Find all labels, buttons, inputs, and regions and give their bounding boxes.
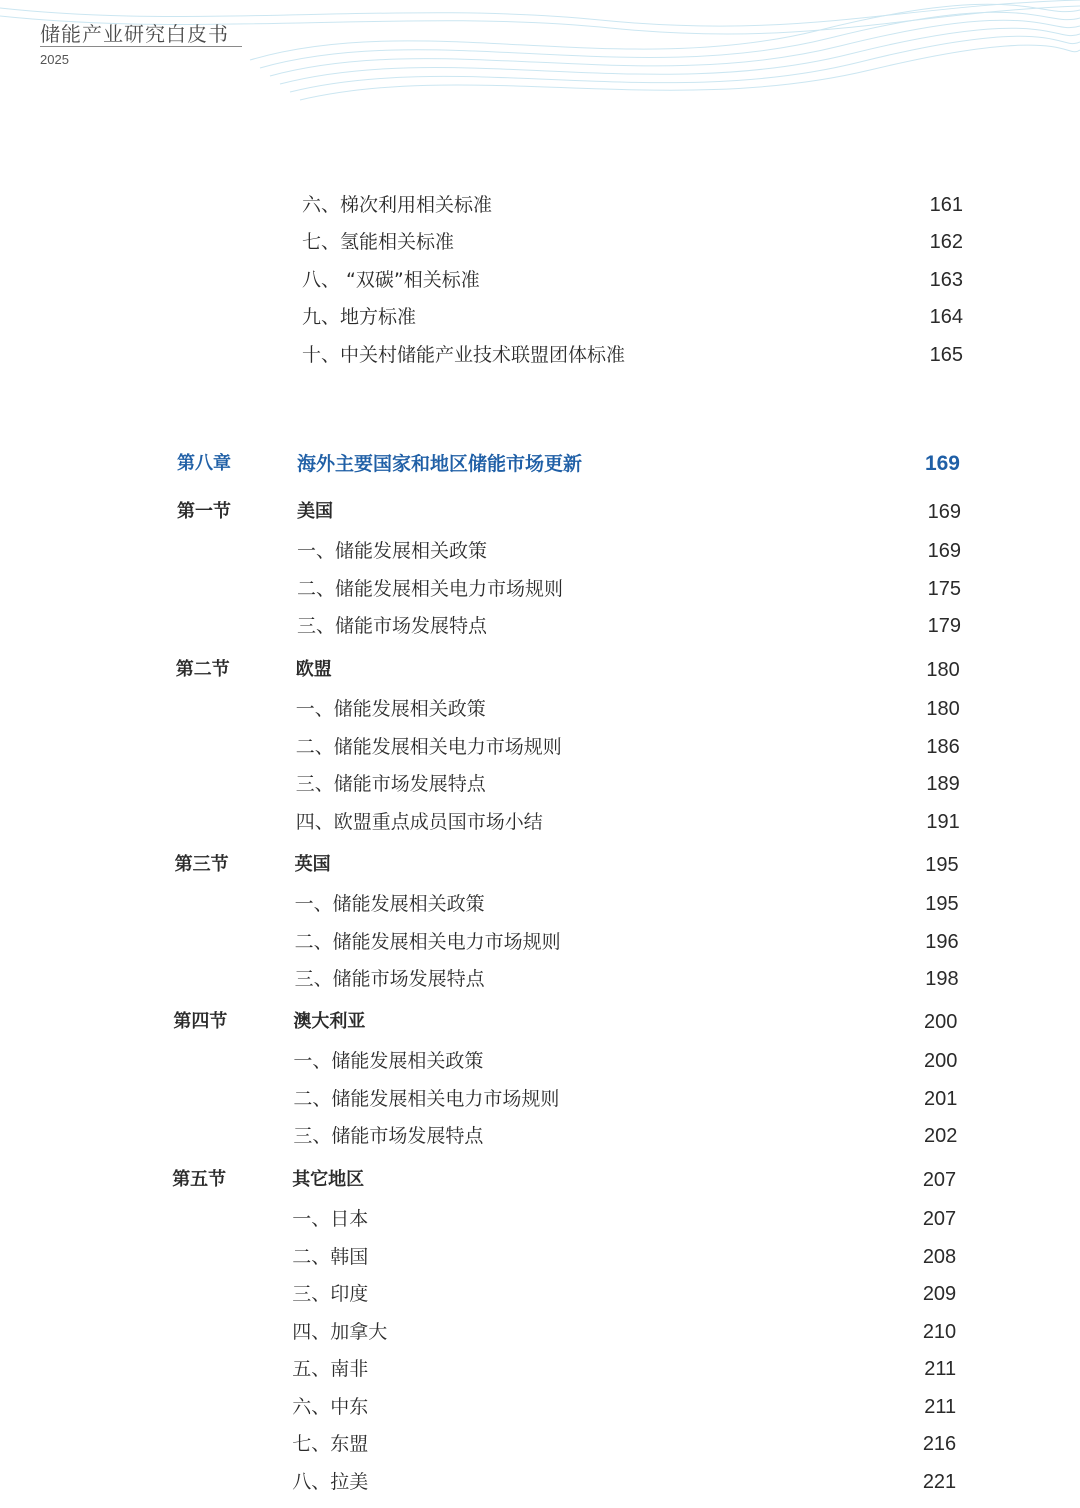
page-number: 211 <box>924 1358 957 1380</box>
toc-item-row <box>0 1279 1080 1309</box>
page-number: 202 <box>924 1125 958 1147</box>
page-number: 180 <box>926 698 960 720</box>
page-number: 164 <box>929 306 963 328</box>
page-number: 169 <box>927 540 961 562</box>
page-number: 211 <box>924 1396 957 1418</box>
toc-item-row <box>0 732 1080 762</box>
page-number: 221 <box>922 1471 957 1493</box>
toc-item-row <box>0 1084 1080 1114</box>
page-number: 175 <box>927 578 961 600</box>
page-number: 186 <box>926 736 960 758</box>
section-title: 澳大利亚 <box>293 1011 366 1032</box>
page-number: 207 <box>922 1208 957 1230</box>
toc-item-row <box>0 694 1080 724</box>
chapter-title: 海外主要国家和地区储能市场更新 <box>297 453 583 475</box>
section-label: 第二节 <box>175 659 230 680</box>
toc-section-row <box>0 655 1080 685</box>
page-number: 179 <box>927 615 961 637</box>
page-number: 169 <box>927 501 961 523</box>
title-underline <box>40 46 242 47</box>
section-title: 欧盟 <box>295 659 332 680</box>
page-number: 162 <box>929 231 963 253</box>
page-number: 198 <box>925 968 959 990</box>
item-title: 九、地方标准 <box>302 306 417 328</box>
toc-item-row <box>0 1317 1080 1347</box>
page-number: 216 <box>922 1433 957 1455</box>
toc-item-row <box>0 1121 1080 1151</box>
page-number: 208 <box>922 1246 957 1268</box>
toc-item-row <box>0 340 1080 370</box>
toc-item-row <box>0 1429 1080 1459</box>
toc-item-row <box>0 536 1080 566</box>
page-number: 163 <box>929 269 963 291</box>
page-number: 200 <box>924 1011 958 1033</box>
item-title: 三、储能市场发展特点 <box>295 773 486 795</box>
section-label: 第三节 <box>174 854 229 875</box>
item-title: 八、 “双碳”相关标准 <box>302 269 480 291</box>
page-number: 196 <box>925 931 959 953</box>
toc-section-row <box>0 497 1080 527</box>
page-number: 209 <box>922 1283 957 1305</box>
item-title: 一、储能发展相关政策 <box>294 893 485 915</box>
item-title: 八、拉美 <box>292 1471 369 1493</box>
page-number: 200 <box>924 1050 958 1072</box>
page-number: 195 <box>925 893 959 915</box>
page-number: 201 <box>924 1088 958 1110</box>
toc-item-row <box>0 1354 1080 1384</box>
item-title: 十、中关村储能产业技术联盟团体标准 <box>302 344 626 366</box>
toc-item-row <box>0 889 1080 919</box>
toc-section-row <box>0 1165 1080 1195</box>
toc-item-row <box>0 265 1080 295</box>
item-title: 三、储能市场发展特点 <box>294 968 485 990</box>
item-title: 四、加拿大 <box>292 1321 388 1343</box>
section-title: 英国 <box>294 854 331 875</box>
item-title: 三、储能市场发展特点 <box>297 615 488 637</box>
page-number: 165 <box>929 344 963 366</box>
toc-item-row <box>0 1242 1080 1272</box>
item-title: 七、氢能相关标准 <box>302 231 455 253</box>
item-title: 二、储能发展相关电力市场规则 <box>294 931 561 953</box>
section-label: 第一节 <box>177 501 231 522</box>
item-title: 六、中东 <box>292 1396 369 1418</box>
toc-item-row <box>0 1204 1080 1234</box>
page-number: 161 <box>929 194 963 216</box>
toc-item-row <box>0 1467 1080 1497</box>
item-title: 一、储能发展相关政策 <box>293 1050 484 1072</box>
toc-item-row <box>0 227 1080 257</box>
page-number: 189 <box>926 773 960 795</box>
item-title: 二、储能发展相关电力市场规则 <box>295 736 562 758</box>
toc-section-row <box>0 850 1080 880</box>
toc-item-row <box>0 1392 1080 1422</box>
section-title: 美国 <box>297 501 333 522</box>
document-year: 2025 <box>40 52 69 67</box>
item-title: 三、印度 <box>292 1283 369 1305</box>
toc-item-row <box>0 190 1080 220</box>
toc-item-row <box>0 964 1080 994</box>
item-title: 四、欧盟重点成员国市场小结 <box>295 811 543 833</box>
section-label: 第五节 <box>172 1169 227 1190</box>
section-label: 第四节 <box>173 1011 228 1032</box>
page-number: 180 <box>926 659 960 681</box>
toc-chapter-row <box>0 449 1080 479</box>
item-title: 六、梯次利用相关标准 <box>302 194 493 216</box>
item-title: 一、日本 <box>292 1208 369 1230</box>
page-number: 191 <box>926 811 960 833</box>
chapter-label: 第八章 <box>177 453 231 474</box>
item-title: 五、南非 <box>292 1358 369 1380</box>
item-title: 一、储能发展相关政策 <box>297 540 488 562</box>
toc-item-row <box>0 611 1080 641</box>
page-number: 169 <box>924 452 960 475</box>
item-title: 三、储能市场发展特点 <box>293 1125 484 1147</box>
page-number: 195 <box>925 854 959 876</box>
item-title: 二、储能发展相关电力市场规则 <box>293 1088 560 1110</box>
item-title: 二、储能发展相关电力市场规则 <box>297 578 564 600</box>
toc-item-row <box>0 302 1080 332</box>
document-title: 储能产业研究白皮书 <box>40 22 229 46</box>
item-title: 七、东盟 <box>292 1433 369 1455</box>
toc-item-row <box>0 807 1080 837</box>
toc-item-row <box>0 927 1080 957</box>
toc-section-row <box>0 1007 1080 1037</box>
toc-item-row <box>0 1046 1080 1076</box>
toc-item-row <box>0 574 1080 604</box>
toc-item-row <box>0 769 1080 799</box>
page-number: 207 <box>922 1169 957 1191</box>
item-title: 一、储能发展相关政策 <box>295 698 486 720</box>
page-number: 210 <box>922 1321 957 1343</box>
item-title: 二、韩国 <box>292 1246 369 1268</box>
section-title: 其它地区 <box>292 1169 365 1190</box>
